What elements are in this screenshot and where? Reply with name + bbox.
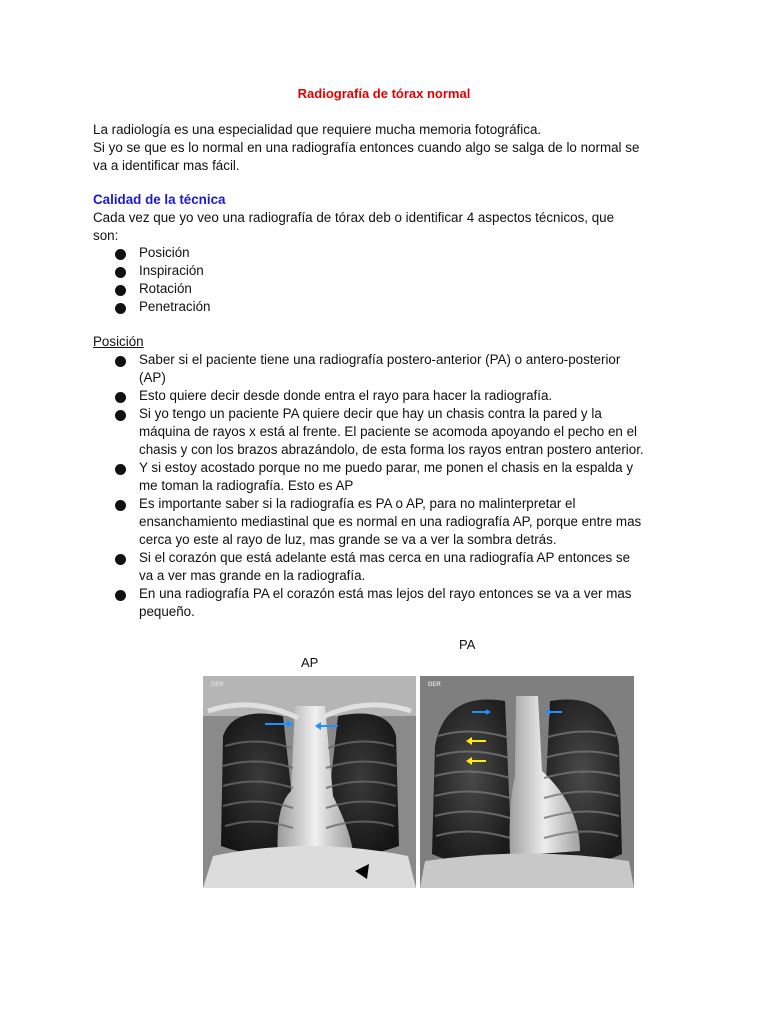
xray-pa-image <box>420 676 634 888</box>
list-item: Y si estoy acostado porque no me puedo parar, me ponen el chasis en la espalda y me toman la radiografía. Esto es AP <box>115 459 685 495</box>
list-item: Si el corazón que está adelante está mas cerca en una radiografía AP entonces se va a ver mas grande en la radiografía. <box>115 549 685 585</box>
xray-ap-image <box>203 676 416 888</box>
section-text-line: Cada vez que yo veo una radiografía de tórax deb o identificar 4 aspectos técnicos, que <box>93 210 615 225</box>
bullet-icon <box>115 303 126 314</box>
section-heading-position: Posición <box>93 334 144 349</box>
list-item: En una radiografía PA el corazón está mas lejos del rayo entonces se va a ver mas pequeño. <box>115 585 685 621</box>
bullet-icon <box>115 590 126 601</box>
position-list <box>115 351 685 621</box>
bullet-icon <box>115 249 126 260</box>
bullet-icon <box>115 356 126 367</box>
bullet-icon <box>115 285 126 296</box>
list-item: Penetración <box>115 298 685 316</box>
side-marker: DER <box>428 682 441 688</box>
section-heading-technique: Calidad de la técnica <box>93 192 226 207</box>
label-pa: PA <box>459 637 476 652</box>
section-text-line: son: <box>93 228 119 243</box>
bullet-icon <box>115 410 126 421</box>
intro-line: La radiología es una especialidad que requiere mucha memoria fotográfica. <box>93 122 542 137</box>
intro-line: Si yo se que es lo normal en una radiografía entonces cuando algo se salga de lo normal se <box>93 140 640 155</box>
list-item: Si yo tengo un paciente PA quiere decir que hay un chasis contra la pared y la máquina de rayos x está al frente. El paciente se acomoda apoyando el pecho en el chasis y con los brazos abrazándolo, de esta forma los rayos entran postero anterior. <box>115 405 685 459</box>
section-technique <box>93 191 693 245</box>
list-item: Rotación <box>115 280 685 298</box>
intro-line: va a identificar mas fácil. <box>93 158 240 173</box>
label-ap: AP <box>301 655 319 670</box>
bullet-icon <box>115 500 126 511</box>
bullet-icon <box>115 554 126 565</box>
document-title: Radiografía de tórax normal <box>297 86 471 101</box>
side-marker: DER <box>211 682 224 688</box>
list-item: Es importante saber si la radiografía es PA o AP, para no malinterpretar el ensanchamiento mediastinal que es normal en una radiografía AP, porque entre mas cerca yo este al rayo de luz, mas grande se va a ver la sombra detrás. <box>115 495 685 549</box>
list-item: Posición <box>115 244 685 262</box>
intro-paragraph <box>93 121 693 175</box>
list-item: Inspiración <box>115 262 685 280</box>
bullet-icon <box>115 464 126 475</box>
list-item: Esto quiere decir desde donde entra el rayo para hacer la radiografía. <box>115 387 685 405</box>
technique-list <box>115 244 685 316</box>
bullet-icon <box>115 267 126 278</box>
list-item: Saber si el paciente tiene una radiografía postero-anterior (PA) o antero-posterior (AP) <box>115 351 685 387</box>
bullet-icon <box>115 392 126 403</box>
